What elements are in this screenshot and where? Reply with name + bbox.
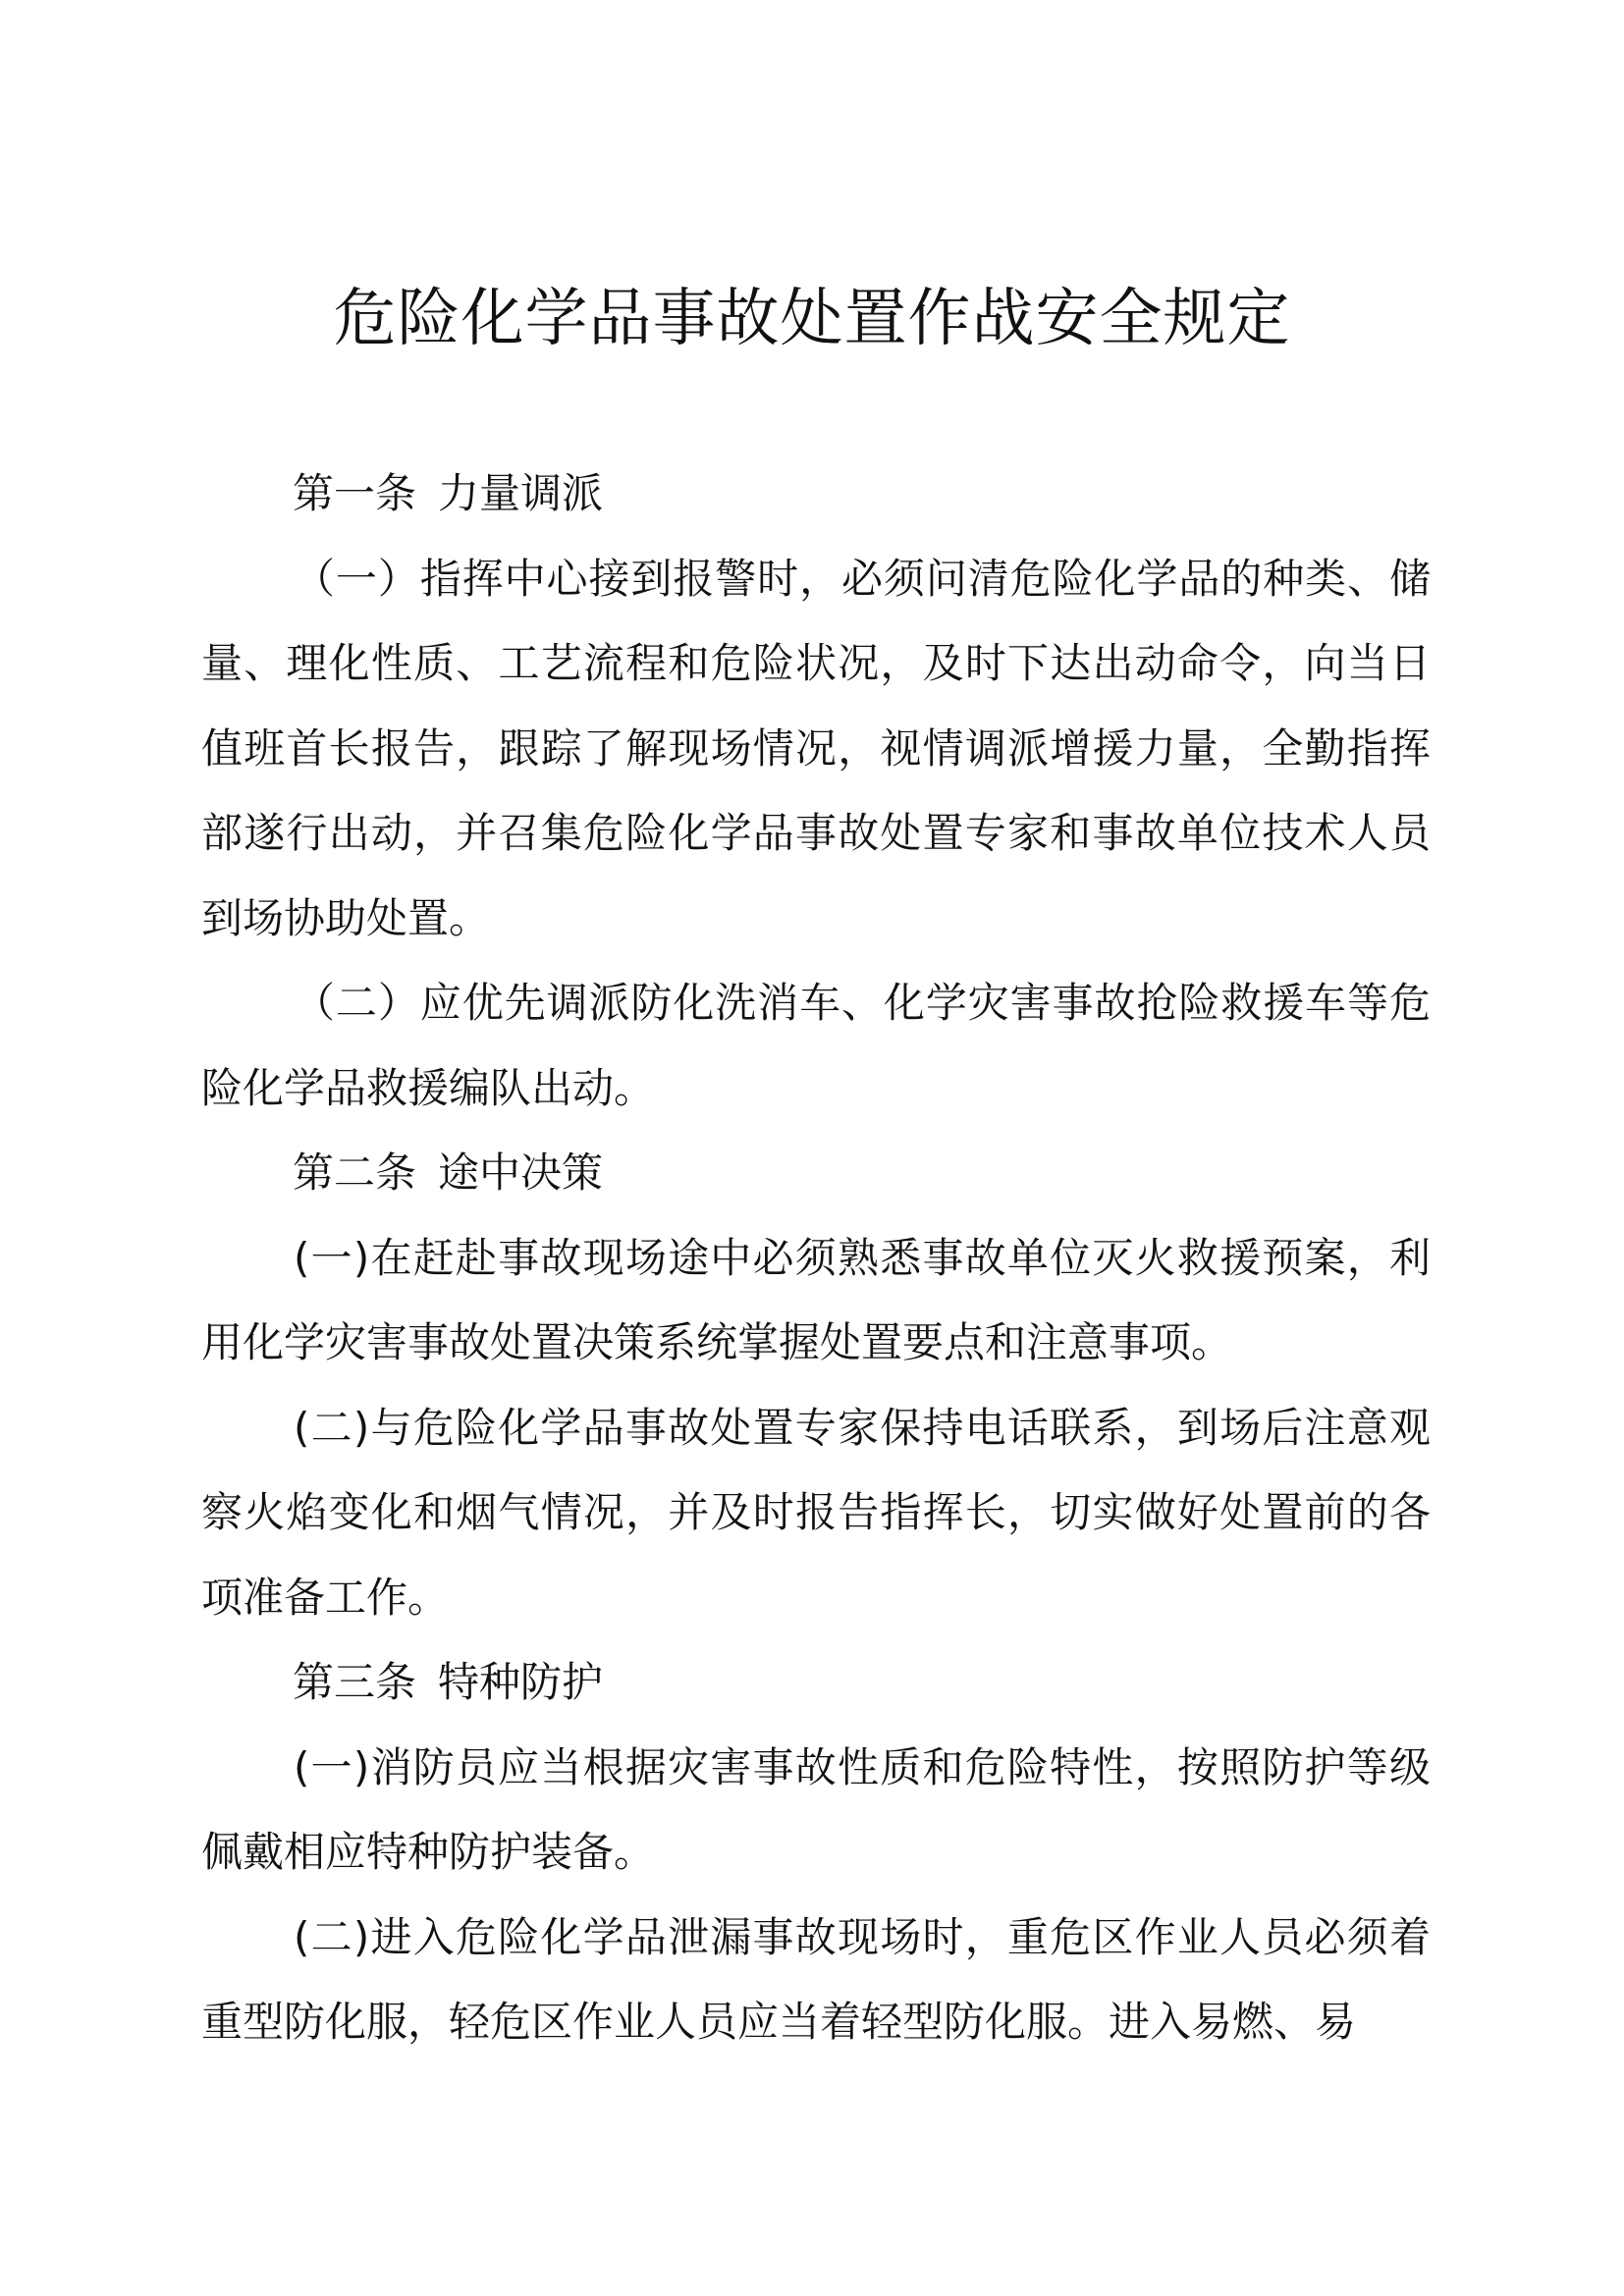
paragraph: （一）指挥中心接到报警时，必须问清危险化学品的种类、储量、理化性质、工艺流程和危险状况，及时下达出动命令，向当日值班首长报告，跟踪了解现场情况，视情调派增援力量，全勤指挥部遂行出动，并召集危险化学品事故处置专家和事故单位技术人员到场协助处置。 — [201, 554, 1431, 942]
article-heading — [201, 452, 1431, 537]
article-heading-text: 力量调派 — [438, 469, 604, 517]
paragraph: （二）应优先调派防化洗消车、化学灾害事故抢险救援车等危险化学品救援编队出动。 — [201, 979, 1431, 1112]
document-body — [201, 452, 1431, 2065]
paragraph: (二)与危险化学品事故处置专家保持电话联系，到场后注意观察火焰变化和烟气情况，并及时报告指挥长，切实做好处置前的各项准备工作。 — [201, 1403, 1431, 1622]
paragraph: (一)在赶赴事故现场途中必须熟悉事故单位灭火救援预案，利用化学灾害事故处置决策系统掌握处置要点和注意事项。 — [201, 1233, 1431, 1366]
document-title: 危险化学品事故处置作战安全规定 — [333, 283, 1291, 355]
article-heading-text: 特种防护 — [438, 1658, 604, 1706]
article-heading — [201, 1640, 1431, 1726]
paragraph: (一)消防员应当根据灾害事故性质和危险特性，按照防护等级佩戴相应特种防护装备。 — [201, 1742, 1431, 1876]
article-3 — [201, 1640, 1431, 2065]
paragraph: (二)进入危险化学品泄漏事故现场时，重危区作业人员必须着重型防化服，轻危区作业人员应当着轻型防化服。进入易燃、易 — [201, 1912, 1431, 2046]
article-2 — [201, 1131, 1431, 1640]
article-number: 第三条 — [293, 1658, 417, 1706]
article-number: 第二条 — [293, 1148, 417, 1197]
article-1 — [201, 452, 1431, 1131]
article-number: 第一条 — [293, 469, 417, 517]
article-heading-text: 途中决策 — [438, 1148, 604, 1197]
article-heading — [201, 1131, 1431, 1216]
